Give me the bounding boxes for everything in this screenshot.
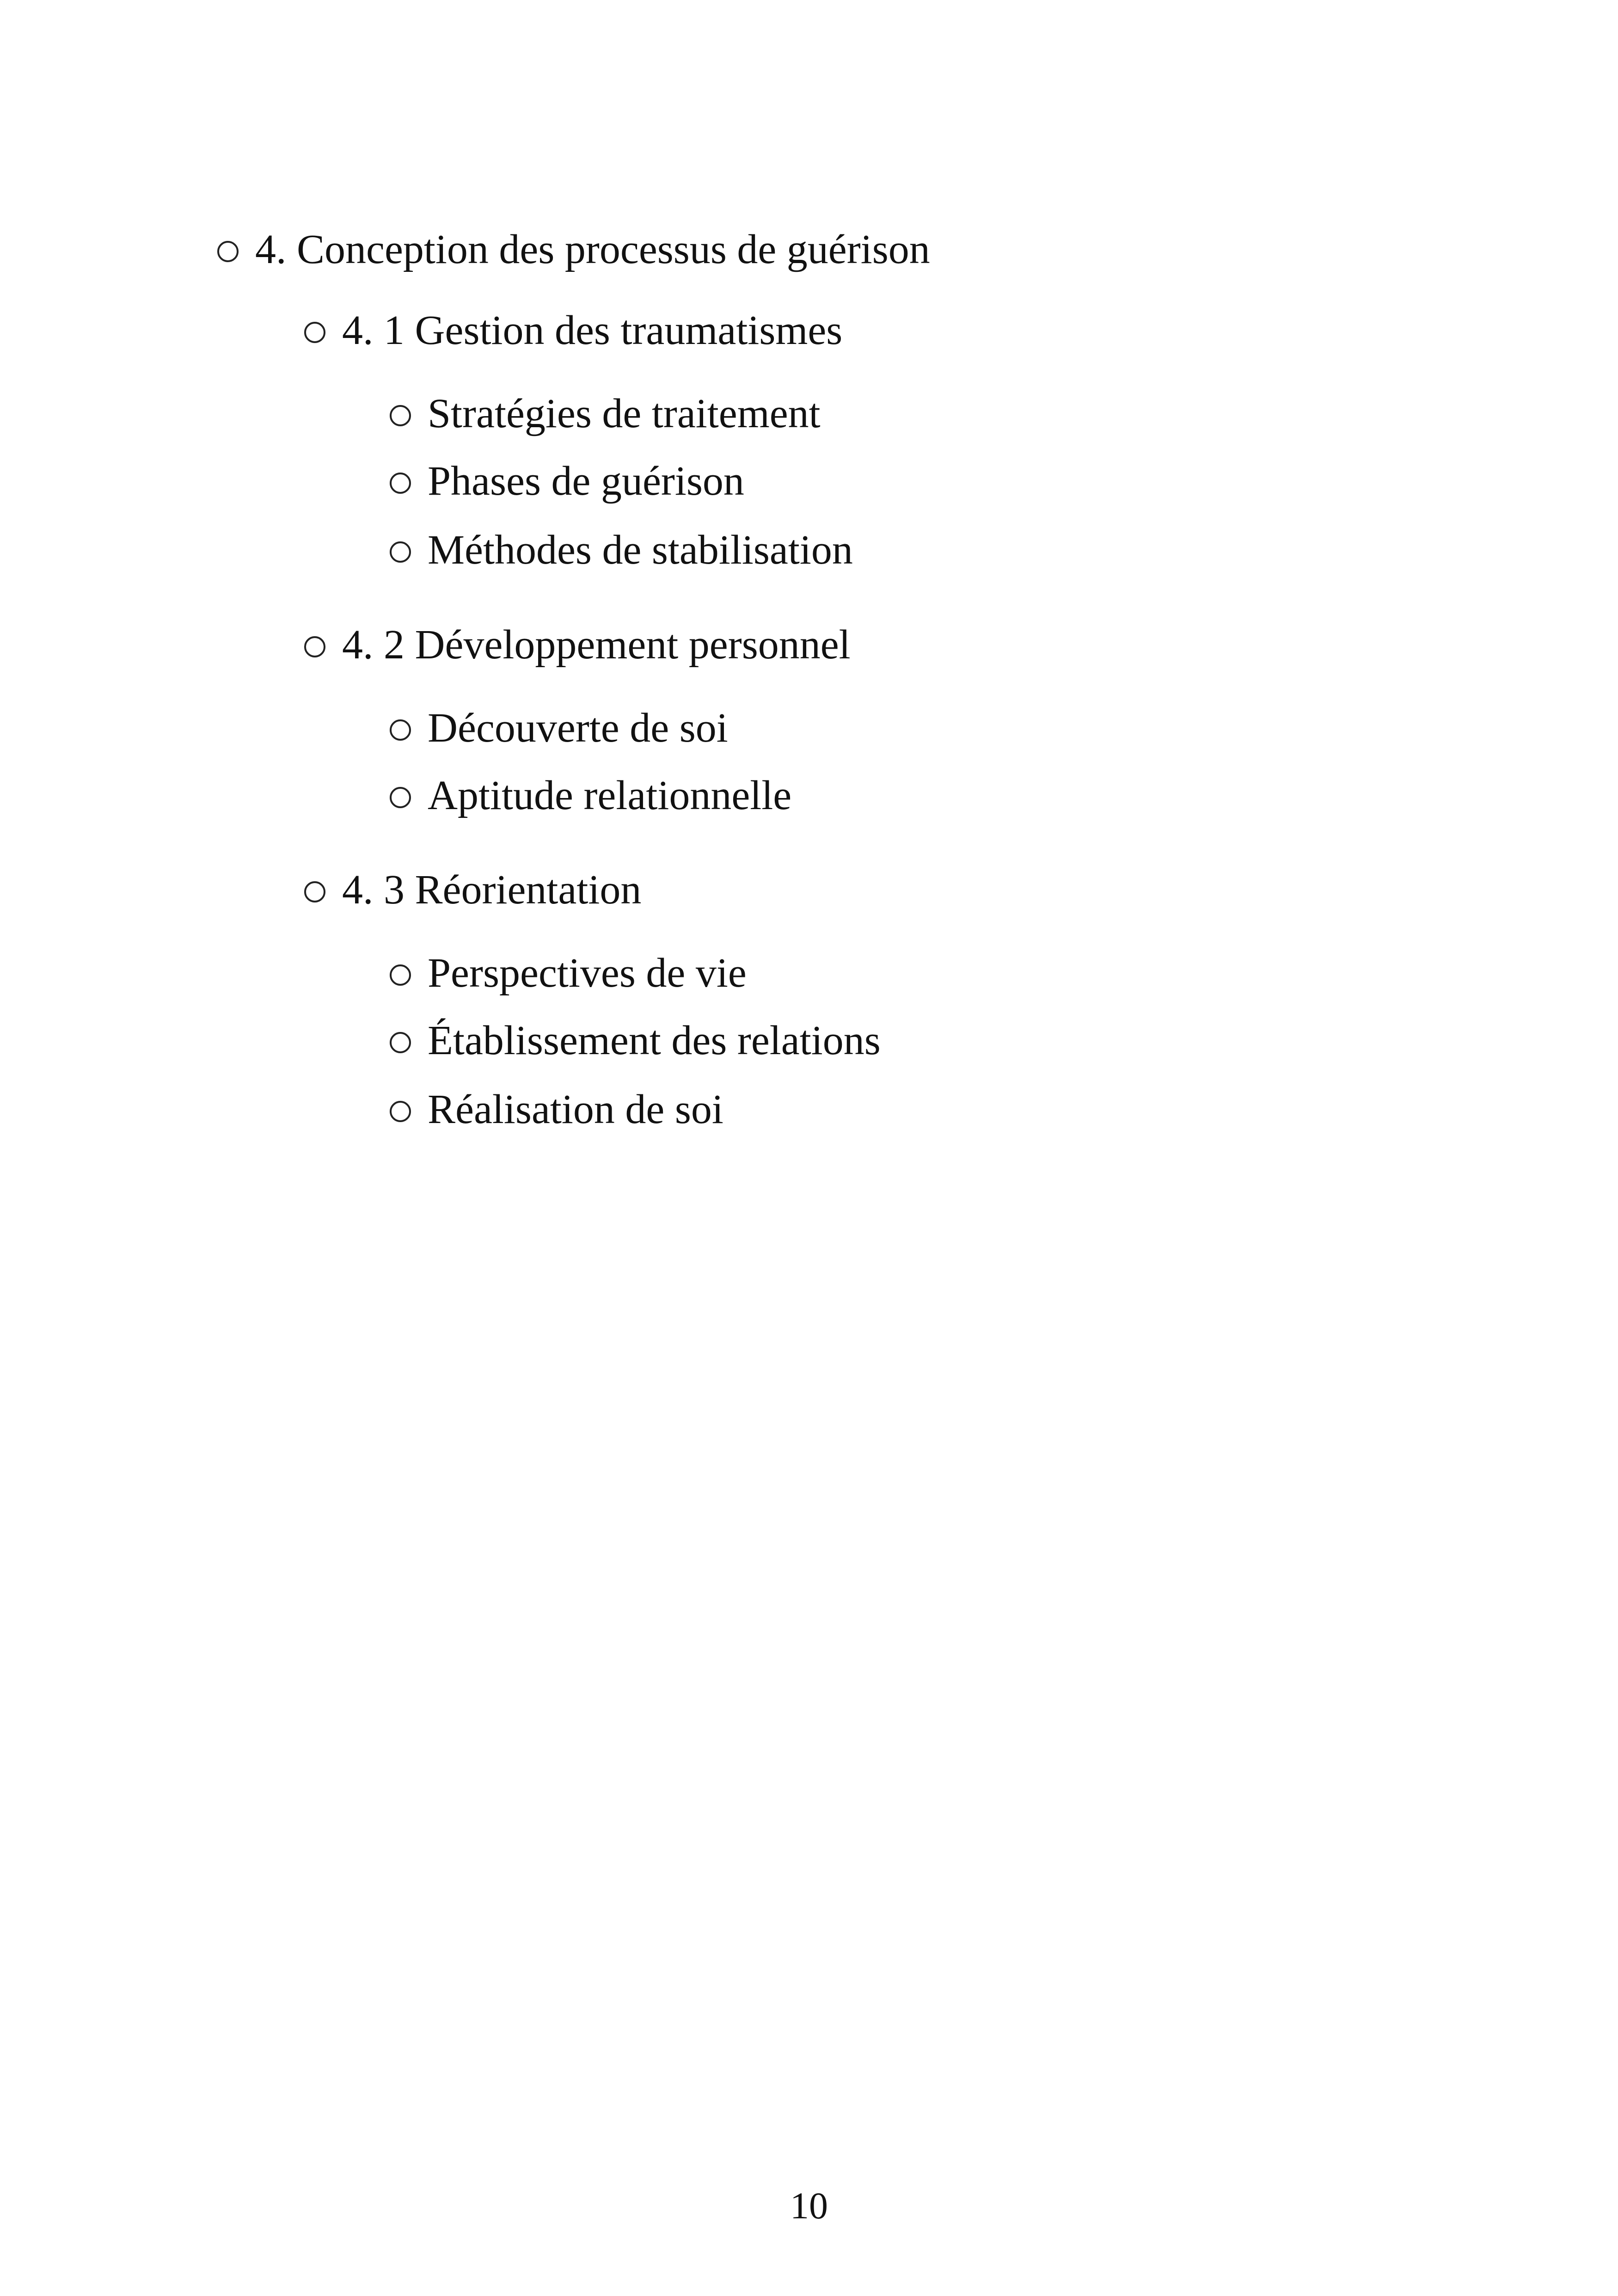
outline-item-label: 4. 2 Développement personnel [342,622,851,668]
outline-subsection-4-1 [304,307,843,353]
outline-item-label: Aptitude relationnelle [428,773,792,818]
outline-list-item [390,775,791,816]
outline-item-label: 4. 1 Gestion des traumatismes [342,307,843,353]
circle-outline-icon [390,405,411,426]
circle-outline-icon [390,473,411,494]
circle-outline-icon [304,322,325,343]
outline-subsection-4-3 [304,869,641,911]
outline-list-item [390,460,744,502]
outline-item-label: Phases de guérison [428,458,744,504]
outline-item-label: Stratégies de traitement [428,391,821,436]
outline-list-item [390,952,747,994]
outline-item-label: Perspectives de vie [428,950,747,996]
circle-outline-icon [390,1032,411,1053]
circle-outline-icon [304,881,325,902]
outline-item-label: Établissement des relations [428,1018,881,1063]
outline-item-label: 4. 3 Réorientation [342,867,642,913]
outline-list-item [390,1020,881,1062]
outline-subsection-4-2 [304,624,851,666]
outline-list-item [390,393,821,435]
outline-section-4 [217,229,930,270]
circle-outline-icon [390,541,411,563]
circle-outline-icon [390,964,411,986]
outline-item-label: Réalisation de soi [428,1087,723,1132]
circle-outline-icon [390,787,411,808]
outline-list-item [390,529,853,571]
circle-outline-icon [390,1101,411,1122]
outline-item-label: 4. Conception des processus de guérison [255,227,930,272]
circle-outline-icon [217,241,239,262]
page-number: 10 [790,2185,828,2227]
outline-list-item [390,1089,723,1130]
outline-item-label: Découverte de soi [428,705,728,751]
circle-outline-icon [304,636,325,657]
outline-list-item [390,707,728,749]
circle-outline-icon [390,719,411,741]
outline-item-label: Méthodes de stabilisation [428,527,853,573]
